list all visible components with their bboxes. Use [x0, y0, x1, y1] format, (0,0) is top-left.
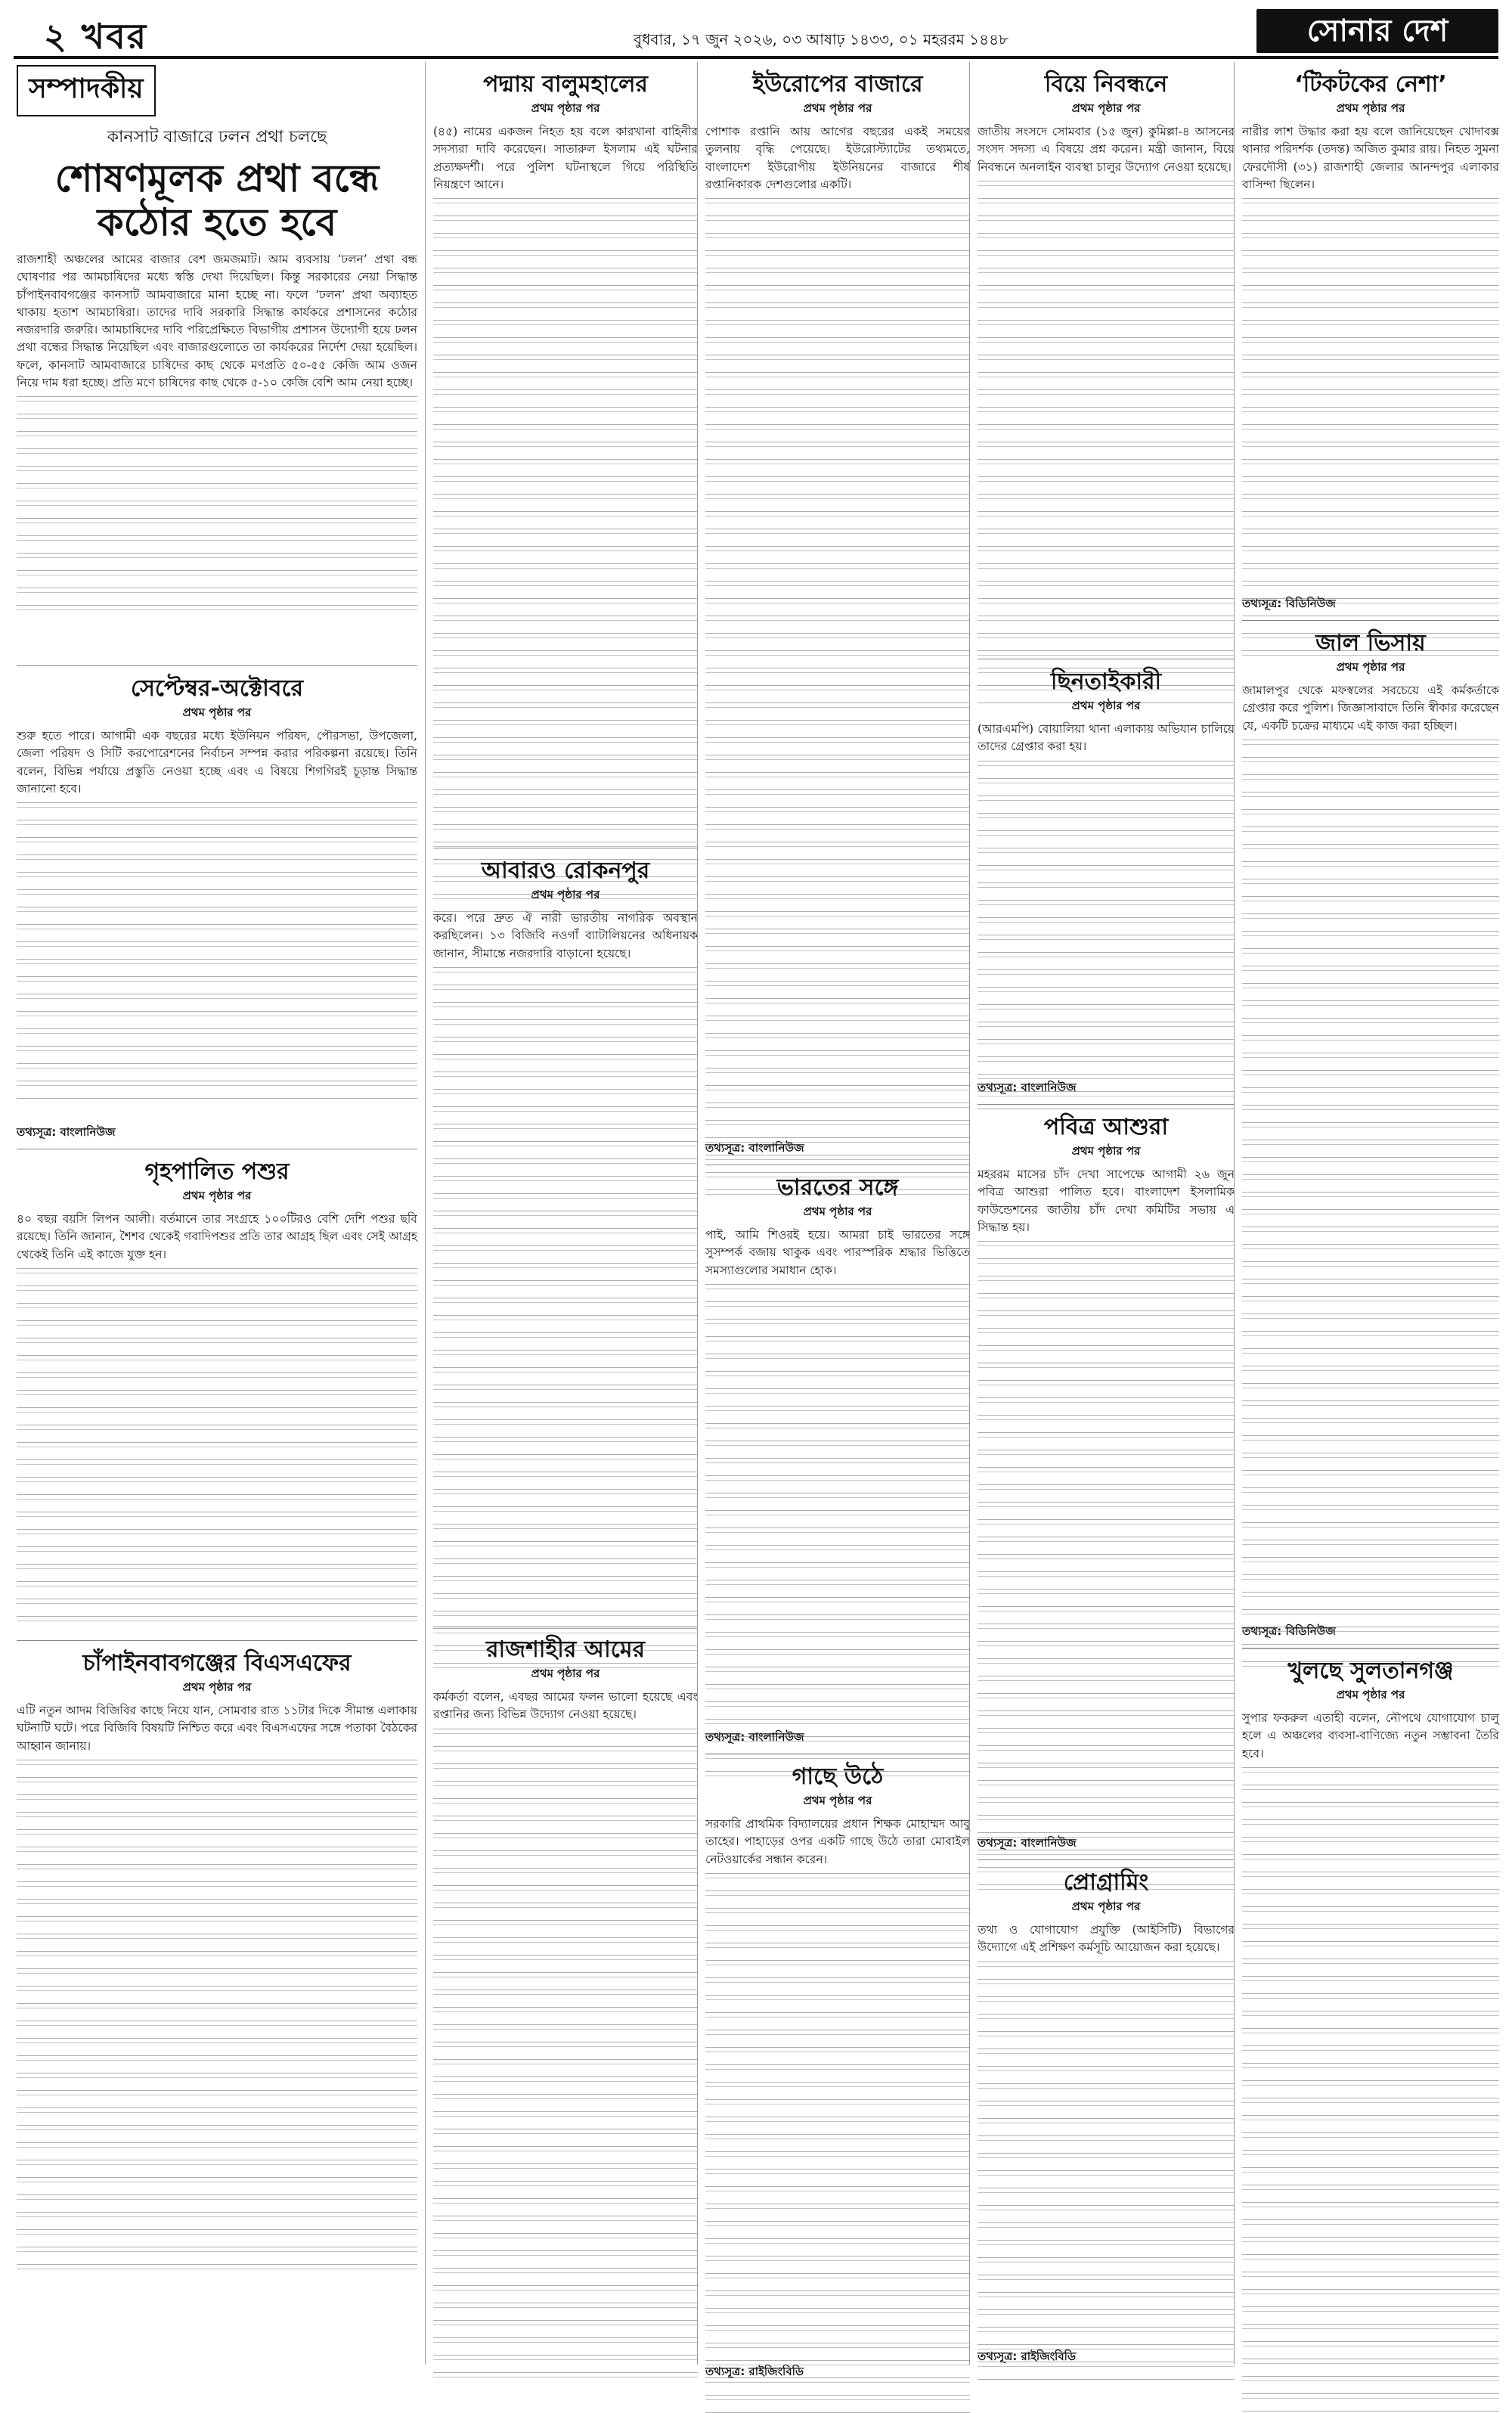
story-body: এটি নতুন আদম বিজিবির কাছে নিয়ে যান, সোমবার রাত ১১টার দিকে সীমান্ত এলাকায় ঘটনাটি ঘটে। পরে বিজিবি বিষয়টি নিশ্চিত করে এবং বিএসএফের সঙ্গে পতাকা বৈঠকের আহ্বান জানায়।: [17, 1704, 417, 1753]
text-lines: [17, 798, 417, 1100]
column-2: [425, 62, 698, 2365]
continued-label: প্রথম পৃষ্ঠার পর: [803, 101, 872, 115]
issue-date: বুধবার, ১৭ জুন ২০২৬, ০৩ আষাঢ় ১৪৩৩, ০১ মহররম ১৪৪৮: [634, 30, 1009, 48]
story-body-block: [433, 123, 698, 842]
continued-label: প্রথম পৃষ্ঠার পর: [531, 888, 600, 901]
text-lines: [433, 194, 698, 912]
story-body-block: [978, 123, 1235, 653]
story-body-block: [1242, 682, 1499, 1620]
story-headline: প্রোগ্রামিং: [1063, 1869, 1149, 1896]
story-body-block: [17, 727, 417, 1121]
story-body-block: [705, 1227, 970, 1726]
story-body: জাতীয় সংসদে সোমবার (১৫ জুন) কুমিল্লা-৪ আসনের সংসদ সদস্য এ বিষয়ে প্রশ্ন করেন। মন্ত্রী জানান, বিয়ে নিবন্ধনে অনলাইন ব্যবস্থা চালুর উদ্যোগ নেওয়া হয়েছে।: [978, 125, 1235, 174]
story-body: সরকারি প্রাথমিক বিদ্যালয়ের প্রধান শিক্ষক মোহাম্মদ আবু তাহের। পাহাড়ের ওপর একটি গাছে উঠে তারা মোবাইল নেটওয়ার্কের সন্ধান করেন।: [705, 1817, 970, 1866]
column-4: [969, 62, 1235, 2365]
story-headline: বিয়ে নিবন্ধনে: [1044, 71, 1168, 98]
story-headline: ‘টিকটকের নেশা’: [1294, 71, 1447, 98]
brand-logo: সোনার দেশ: [1256, 9, 1498, 53]
story-headline: পবিত্র আশুরা: [1043, 1114, 1169, 1140]
editorial-headline: শোষণমূলক প্রথা বন্ধে কঠোর হতে হবে: [54, 156, 380, 244]
editorial-kicker: কানসাট বাজারে ঢলন প্রথা চলছে: [107, 128, 327, 147]
text-lines: [1242, 194, 1499, 662]
story-body: নারীর লাশ উদ্ধার করা হয় বলে জানিয়েছেন খোদাবক্স থানার পরিদর্শক (তদন্ত) অজিত কুমার রায়। নিহত সুমনা ফেরদৌসী (৩১) রাজশাহী জেলার আনন্দপুর এলাকার বাসিন্দা ছিলেন।: [1242, 125, 1499, 191]
story-body: মহররম মাসের চাঁদ দেখা সাপেক্ষে আগামী ২৬ জুন পবিত্র আশুরা পালিত হবে। বাংলাদেশ ইসলামিক ফাউন্ডেশনের জাতীয় চাঁদ দেখা কমিটির সভায় এ সিদ্ধান্ত হয়।: [978, 1168, 1235, 1234]
continued-label: প্রথম পৃষ্ঠার পর: [531, 1667, 600, 1680]
story-body-block: [433, 1689, 698, 2354]
story-body-block: [17, 1211, 417, 1634]
divider: [17, 1640, 417, 1641]
text-lines: [705, 1869, 970, 2413]
story-body: পোশাক রপ্তানি আয় আগের বছরের একই সময়ের তুলনায় বৃদ্ধি পেয়েছে। ইউরোস্ট্যাটের তথ্যমতে, বাংলাদেশ ইউরোপীয় ইউনিয়নের বাজারে শীর্ষ রপ্তানিকারক দেশগুলোর একটি।: [705, 125, 970, 191]
column-1: [17, 62, 417, 2365]
story-body-block: [705, 1816, 970, 2360]
story-source: তথ্যসূত্র: বাংলানিউজ: [705, 1730, 804, 1744]
continued-label: প্রথম পৃষ্ঠার পর: [1071, 101, 1141, 115]
continued-label: প্রথম পৃষ্ঠার পর: [182, 706, 252, 719]
story-body: পাই, আমি শিওরই হয়ে। আমরা চাই ভারতের সঙ্গে সুসম্পর্ক বজায় থাকুক এবং পারস্পরিক শ্রদ্ধার ভিত্তিতে সমস্যাগুলোর সমাধান হোক।: [705, 1228, 970, 1277]
story-headline: খুলছে সুলতানগঞ্জ: [1287, 1658, 1454, 1684]
continued-label: প্রথম পৃষ্ঠার পর: [1071, 699, 1141, 712]
text-lines: [17, 1264, 417, 1627]
continued-label: প্রথম পৃষ্ঠার পর: [1071, 1144, 1141, 1158]
text-lines: [705, 1279, 970, 1779]
story-source: তথ্যসূত্র: বাংলানিউজ: [17, 1125, 116, 1139]
story-body: (আরএমপি) বোয়ালিয়া থানা এলাকায় অভিযান চালিয়ে তাদের গ্রেপ্তার করা হয়।: [978, 722, 1235, 754]
story-body-block: [1242, 123, 1499, 592]
story-body: তথ্য ও যোগাযোগ প্রযুক্তি (আইসিটি) বিভাগের উদ্যোগে এই প্রশিক্ষণ কর্মসূচি আয়োজন করা হয়েছে।: [978, 1923, 1235, 1955]
story-headline: জাল ভিসায়: [1315, 630, 1426, 656]
text-lines: [705, 194, 970, 1207]
continued-label: প্রথম পৃষ্ঠার পর: [531, 101, 600, 115]
story-body: সুপার ফকরুল এতাহী বলেন, নৌপথে যোগাযোগ চালু হলে এ অঞ্চলের ব্যবসা-বাণিজ্যে নতুন সম্ভাবনা তৈরি হবে।: [1242, 1711, 1499, 1760]
story-source: তথ্যসূত্র: রাইজিংবিডি: [705, 2365, 804, 2378]
editorial-badge: সম্পাদকীয়: [17, 65, 156, 116]
story-body: করে। পরে দ্রুত ঐ নারী ভারতীয় নাগরিক অবস্থান করছিলেন। ১৩ বিজিবি নওগাঁ ব্যাটালিয়নের অধিনায়ক জানান, সীমান্তে নজরদারি বাড়ানো হয়েছে।: [433, 911, 698, 960]
story-source: তথ্যসূত্র: বাংলানিউজ: [705, 1141, 804, 1155]
editorial-body: রাজশাহী অঞ্চলের আমের বাজার বেশ জমজমাট। আম ব্যবসায় ‘ঢলন’ প্রথা বন্ধ ঘোষণার পর আমচাষিদের মধ্যে স্বস্তি দেখা দিয়েছিল। কিন্তু সরকারের নেয়া সিদ্ধান্ত চাঁপাইনবাবগঞ্জের কানসাট আমবাজারে মানা হচ্ছে না। ফলে ‘ঢলন’ প্রথা অব্যাহত থাকায় হতাশ আমচাষিরা। তাদের দাবি সরকারি সিদ্ধান্ত কার্যকরে প্রশাসনের কঠোর নজরদারি জরুরি। আমচাষিদের দাবি পরিপ্রেক্ষিতে বিভাগীয় প্রশাসন উদ্যোগী হয়ে ঢলন প্রথা বন্ধের সিদ্ধান্ত নিয়েছিল এবং বাজারগুলোতে তা কার্যকরের নির্দেশ দেয়া হয়েছিল। ফলে, কানসাট আমবাজারে চাষিদের কাছ থেকে মণপ্রতি ৫০-৫৫ কেজি আম ওজন নিয়ে দাম ধরা হচ্ছে। প্রতি মণে চাষিদের কাছ থেকে ৫-১০ কেজি বেশি আম নেয়া হচ্ছে।: [17, 253, 417, 389]
story-body: শুরু হতে পারে। আগামী এক বছরের মধ্যে ইউনিয়ন পরিষদ, পৌরসভা, উপজেলা, জেলা পরিষদ ও সিটি করপোরেশনের নির্বাচন সম্পন্ন করার পরিকল্পনা রয়েছে। তিনি বলেন, বিভিন্ন পর্যায়ে প্রস্তুতি নেওয়া হচ্ছে এবং এ বিষয়ে শিগগিরই চূড়ান্ত সিদ্ধান্ত জানানো হবে।: [17, 729, 417, 796]
story-headline: সেপ্টেম্বর-অক্টোবরে: [130, 675, 304, 702]
story-headline: ছিনতাইকারী: [1050, 668, 1162, 695]
page-number: ২ খবর: [44, 16, 148, 57]
story-body-block: [978, 1166, 1235, 1831]
text-lines: [1242, 735, 1499, 1673]
story-headline: গৃহপালিত পশুর: [144, 1158, 290, 1185]
story-body-block: [1242, 1710, 1499, 2360]
story-body-block: [978, 1921, 1235, 2345]
text-lines: [978, 1957, 1235, 2380]
story-source: তথ্যসূত্র: বাংলানিউজ: [978, 1081, 1077, 1094]
story-headline: পদ্মায় বালুমহালের: [483, 71, 648, 98]
story-body-block: [978, 721, 1235, 1076]
story-source: তথ্যসূত্র: বাংলানিউজ: [978, 1836, 1077, 1850]
continued-label: প্রথম পৃষ্ঠার পর: [1336, 660, 1405, 674]
text-lines: [978, 176, 1235, 706]
text-lines: [17, 1755, 417, 2269]
story-source: তথ্যসূত্র: বিডিনিউজ: [1242, 597, 1336, 610]
text-lines: [17, 392, 417, 619]
text-lines: [433, 1724, 698, 2390]
divider: [17, 665, 417, 666]
story-headline: গাছে উঠে: [792, 1763, 884, 1790]
story-headline: রাজশাহীর আমের: [486, 1636, 645, 1663]
story-body: জামালপুর থেকে মফস্বলের সবচেয়ে এই কর্মকর্তাকে গ্রেপ্তার করে পুলিশ। জিজ্ঞাসাবাদে তিনি স্বীকার করেছেন যে, একটি চক্রের মাধ্যমে এই কাজ করা হচ্ছিল।: [1242, 684, 1499, 733]
continued-label: প্রথম পৃষ্ঠার পর: [1336, 101, 1405, 115]
text-lines: [978, 756, 1235, 1112]
text-lines: [978, 1236, 1235, 1902]
story-body-block: [17, 1702, 417, 2247]
story-headline: ভারতের সঙ্গে: [776, 1174, 899, 1201]
column-5: [1234, 62, 1499, 2365]
story-headline: চাঁপাইনবাবগঞ্জের বিএসএফের: [82, 1650, 352, 1676]
story-source: তথ্যসূত্র: রাইজিংবিডি: [978, 2349, 1077, 2363]
story-body: ৪০ বছর বয়সি লিপন আলী। বর্তমানে তার সংগ্রহে ১০০টিরও বেশি দেশি পশুর ছবি রয়েছে। তিনি জানান, শৈশব থেকেই গবাদিপশুর প্রতি তার আগ্রহ ছিল এবং সেই আগ্রহ থেকেই তিনি এই কাজে যুক্ত হন।: [17, 1212, 417, 1261]
text-lines: [433, 963, 698, 1673]
masthead: [14, 8, 1498, 59]
continued-label: প্রথম পৃষ্ঠার পর: [1071, 1900, 1141, 1913]
story-body-block: [433, 910, 698, 1621]
story-headline: ইউরোপের বাজারে: [752, 71, 923, 98]
story-body: কর্মকর্তা বলেন, এবছর আমের ফলন ভালো হয়েছে এবং রপ্তানির জন্য বিভিন্ন উদ্যোগ নেওয়া হয়েছে।: [433, 1690, 698, 1722]
story-headline: আবারও রোকনপুর: [481, 858, 650, 884]
column-3: [697, 62, 970, 2378]
story-body: (৪৫) নামের একজন নিহত হয় বলে কারখানা বাহিনীর সদস্যরা দাবি করেছেন। সাতারুল ইসলাম এই ঘটনার প্রত্যক্ষদর্শী। পরে পুলিশ ঘটনাস্থলে গিয়ে পরিস্থিতি নিয়ন্ত্রণে আনে।: [433, 125, 698, 191]
text-lines: [1242, 1763, 1499, 2413]
story-source: তথ্যসূত্র: বিডিনিউজ: [1242, 1624, 1336, 1638]
continued-label: প্রথম পৃষ্ঠার পর: [182, 1189, 252, 1202]
continued-label: প্রথম পৃষ্ঠার পর: [803, 1794, 872, 1807]
story-body-block: [705, 123, 970, 1137]
continued-label: প্রথম পৃষ্ঠার পর: [1336, 1688, 1405, 1701]
continued-label: প্রথম পৃষ্ঠার পর: [803, 1205, 872, 1218]
editorial-body-block: [17, 251, 417, 659]
continued-label: প্রথম পৃষ্ঠার পর: [182, 1680, 252, 1694]
